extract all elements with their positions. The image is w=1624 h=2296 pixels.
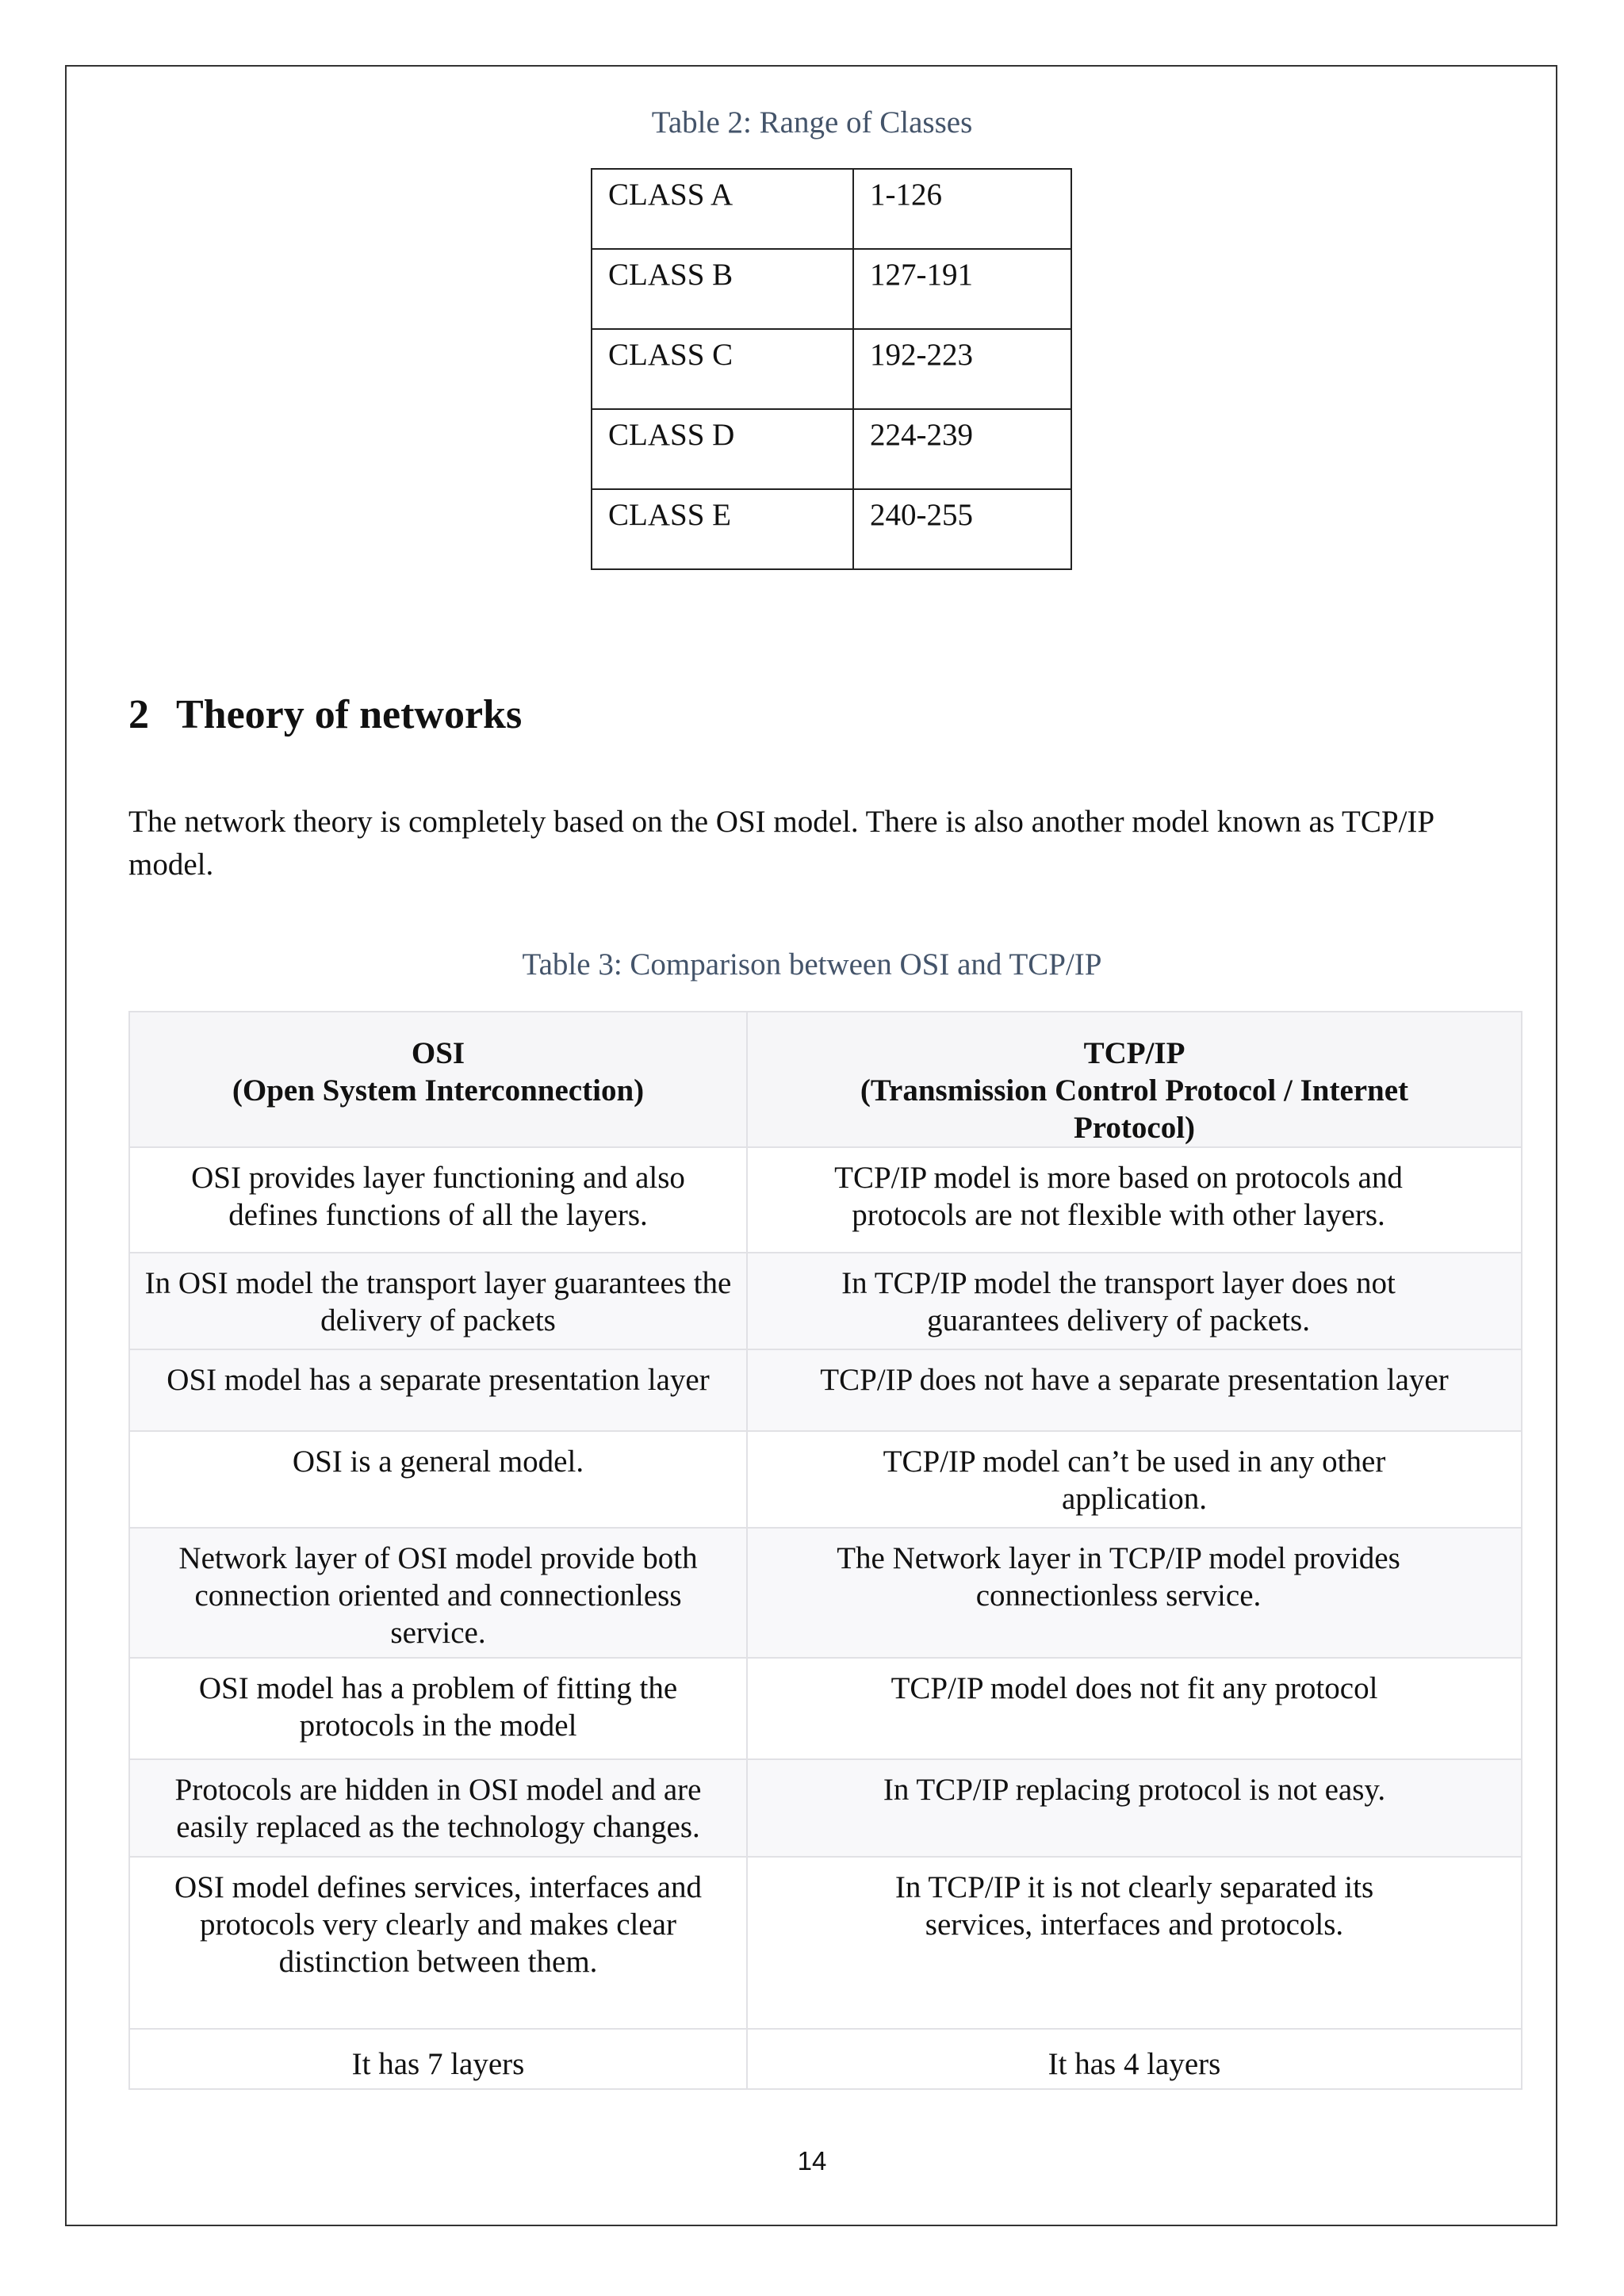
class-name-cell: CLASS C <box>592 329 853 409</box>
tcp-cell: In TCP/IP replacing protocol is not easy. <box>747 1759 1522 1857</box>
table-row <box>592 409 1071 489</box>
osi-cell: OSI is a general model. <box>129 1431 747 1528</box>
class-range-cell: 192-223 <box>853 329 1071 409</box>
table-row <box>129 1431 1522 1528</box>
tcp-cell: It has 4 layers <box>747 2029 1522 2089</box>
table-3-caption: Table 3: Comparison between OSI and TCP/IP <box>522 947 1102 982</box>
class-range-cell: 1-126 <box>853 169 1071 249</box>
osi-header-cell <box>129 1012 747 1147</box>
table-row <box>129 1253 1522 1349</box>
table-row <box>129 1147 1522 1253</box>
page-number: 14 <box>797 2146 827 2175</box>
table-row <box>129 1349 1522 1431</box>
table-row <box>592 169 1071 249</box>
table-row <box>129 2029 1522 2089</box>
table-header-row <box>129 1012 1522 1147</box>
osi-cell: OSI model has a problem of fitting the protocols in the model <box>129 1658 747 1759</box>
table-row <box>129 1857 1522 2029</box>
table-row <box>592 489 1071 569</box>
body-paragraph: The network theory is completely based on the OSI model. There is also another model known as TCP/IP model. <box>128 805 1434 882</box>
tcp-header-subtitle: (Transmission Control Protocol / Internet Protocol) <box>860 1073 1409 1145</box>
tcp-header-cell <box>747 1012 1522 1147</box>
osi-cell: OSI model has a separate presentation layer <box>129 1349 747 1431</box>
osi-cell: Protocols are hidden in OSI model and are easily replaced as the technology changes. <box>129 1759 747 1857</box>
section-number: 2 <box>128 692 149 737</box>
section-heading <box>128 690 522 740</box>
tcp-cell: TCP/IP model does not fit any protocol <box>747 1658 1522 1759</box>
tcp-cell: TCP/IP model is more based on protocols and protocols are not flexible with other layers. <box>747 1147 1522 1253</box>
osi-cell: OSI model defines services, interfaces and protocols very clearly and makes clear distinction between them. <box>129 1857 747 2029</box>
tcp-cell: The Network layer in TCP/IP model provides connectionless service. <box>747 1528 1522 1658</box>
class-range-cell: 224-239 <box>853 409 1071 489</box>
comparison-table <box>128 1011 1522 2090</box>
osi-header-subtitle: (Open System Interconnection) <box>232 1073 645 1108</box>
table-row <box>129 1759 1522 1857</box>
class-range-cell: 240-255 <box>853 489 1071 569</box>
section-title: Theory of networks <box>176 692 523 737</box>
osi-cell: Network layer of OSI model provide both connection oriented and connectionless service. <box>129 1528 747 1658</box>
osi-header-title: OSI <box>411 1036 465 1070</box>
class-name-cell: CLASS D <box>592 409 853 489</box>
table-row <box>129 1528 1522 1658</box>
osi-cell: It has 7 layers <box>129 2029 747 2089</box>
class-name-cell: CLASS B <box>592 249 853 329</box>
tcp-cell: TCP/IP model can’t be used in any other application. <box>747 1431 1522 1528</box>
table-2-caption: Table 2: Range of Classes <box>651 105 973 140</box>
class-range-cell: 127-191 <box>853 249 1071 329</box>
osi-cell: OSI provides layer functioning and also defines functions of all the layers. <box>129 1147 747 1253</box>
class-range-table <box>591 168 1072 570</box>
class-name-cell: CLASS E <box>592 489 853 569</box>
tcp-cell: TCP/IP does not have a separate presentation layer <box>747 1349 1522 1431</box>
tcp-cell: In TCP/IP it is not clearly separated its services, interfaces and protocols. <box>747 1857 1522 2029</box>
tcp-header-title: TCP/IP <box>1083 1036 1185 1070</box>
table-row <box>592 329 1071 409</box>
osi-cell: In OSI model the transport layer guarantees the delivery of packets <box>129 1253 747 1349</box>
table-row <box>129 1658 1522 1759</box>
tcp-cell: In TCP/IP model the transport layer does not guarantees delivery of packets. <box>747 1253 1522 1349</box>
class-name-cell: CLASS A <box>592 169 853 249</box>
table-row <box>592 249 1071 329</box>
